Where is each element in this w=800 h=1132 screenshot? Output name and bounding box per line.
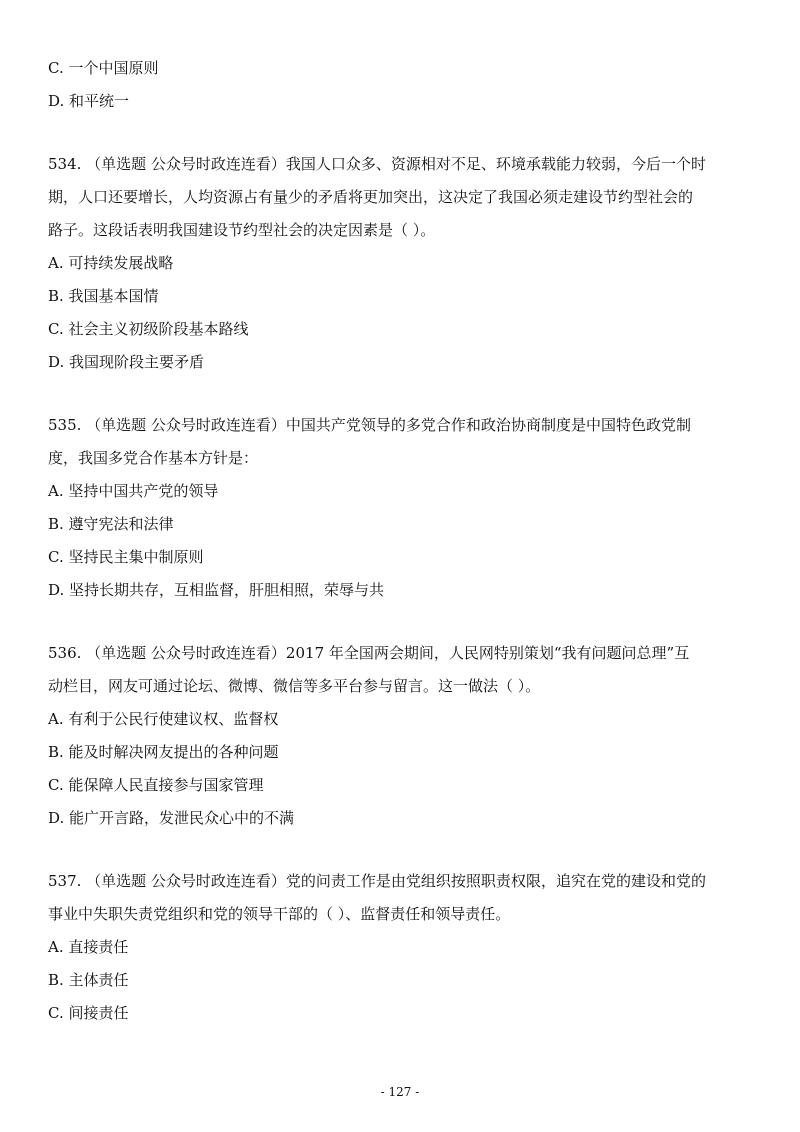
question-537 <box>48 865 760 1030</box>
question-stem-line: 535. （单选题 公众号时政连连看）中国共产党领导的多党合作和政治协商制度是中国特色政党制 <box>48 416 691 434</box>
option-b: B. 遵守宪法和法律 <box>48 515 174 533</box>
document-page <box>48 52 760 1030</box>
question-stem-line: 动栏目，网友可通过论坛、微博、微信等多平台参与留言。这一做法（ ）。 <box>48 677 541 695</box>
option-c: C. 能保障人民直接参与国家管理 <box>48 776 264 794</box>
question-536 <box>48 637 760 835</box>
option-b: B. 我国基本国情 <box>48 287 159 305</box>
question-stem-line: 期，人口还要增长，人均资源占有量少的矛盾将更加突出，这决定了我国必须走建设节约型社会的 <box>48 188 694 206</box>
option-a: A. 直接责任 <box>48 938 129 956</box>
page-number: - 127 - <box>380 1085 420 1099</box>
option-a: A. 可持续发展战略 <box>48 254 174 272</box>
option-c: C. 社会主义初级阶段基本路线 <box>48 320 249 338</box>
option-b: B. 能及时解决网友提出的各种问题 <box>48 743 279 761</box>
option-d: D. 和平统一 <box>48 92 130 110</box>
question-stem-line: 537. （单选题 公众号时政连连看）党的问责工作是由党组织按照职责权限，追究在党的建设和党的 <box>48 872 706 890</box>
question-535 <box>48 409 760 607</box>
question-stem-line: 路子。这段话表明我国建设节约型社会的决定因素是（ ）。 <box>48 221 436 239</box>
question-534 <box>48 148 760 379</box>
option-c: C. 坚持民主集中制原则 <box>48 548 204 566</box>
option-a: A. 坚持中国共产党的领导 <box>48 482 219 500</box>
option-c: C. 一个中国原则 <box>48 59 159 77</box>
question-stem-line: 度，我国多党合作基本方针是： <box>48 449 259 467</box>
option-a: A. 有利于公民行使建议权、监督权 <box>48 710 279 728</box>
option-c: C. 间接责任 <box>48 1004 129 1022</box>
option-d: D. 我国现阶段主要矛盾 <box>48 353 205 371</box>
option-b: B. 主体责任 <box>48 971 129 989</box>
question-stem-line: 事业中失职失责党组织和党的领导干部的（ ）、监督责任和领导责任。 <box>48 905 511 923</box>
question-stem-line: 536. （单选题 公众号时政连连看）2017 年全国两会期间，人民网特别策划“我有问题问总理”互 <box>48 644 690 662</box>
question-533-options <box>48 52 760 118</box>
question-stem-line: 534. （单选题 公众号时政连连看）我国人口众多、资源相对不足、环境承载能力较弱，今后一个时 <box>48 155 706 173</box>
option-d: D. 坚持长期共存，互相监督，肝胆相照，荣辱与共 <box>48 581 385 599</box>
option-d: D. 能广开言路，发泄民众心中的不满 <box>48 809 295 827</box>
